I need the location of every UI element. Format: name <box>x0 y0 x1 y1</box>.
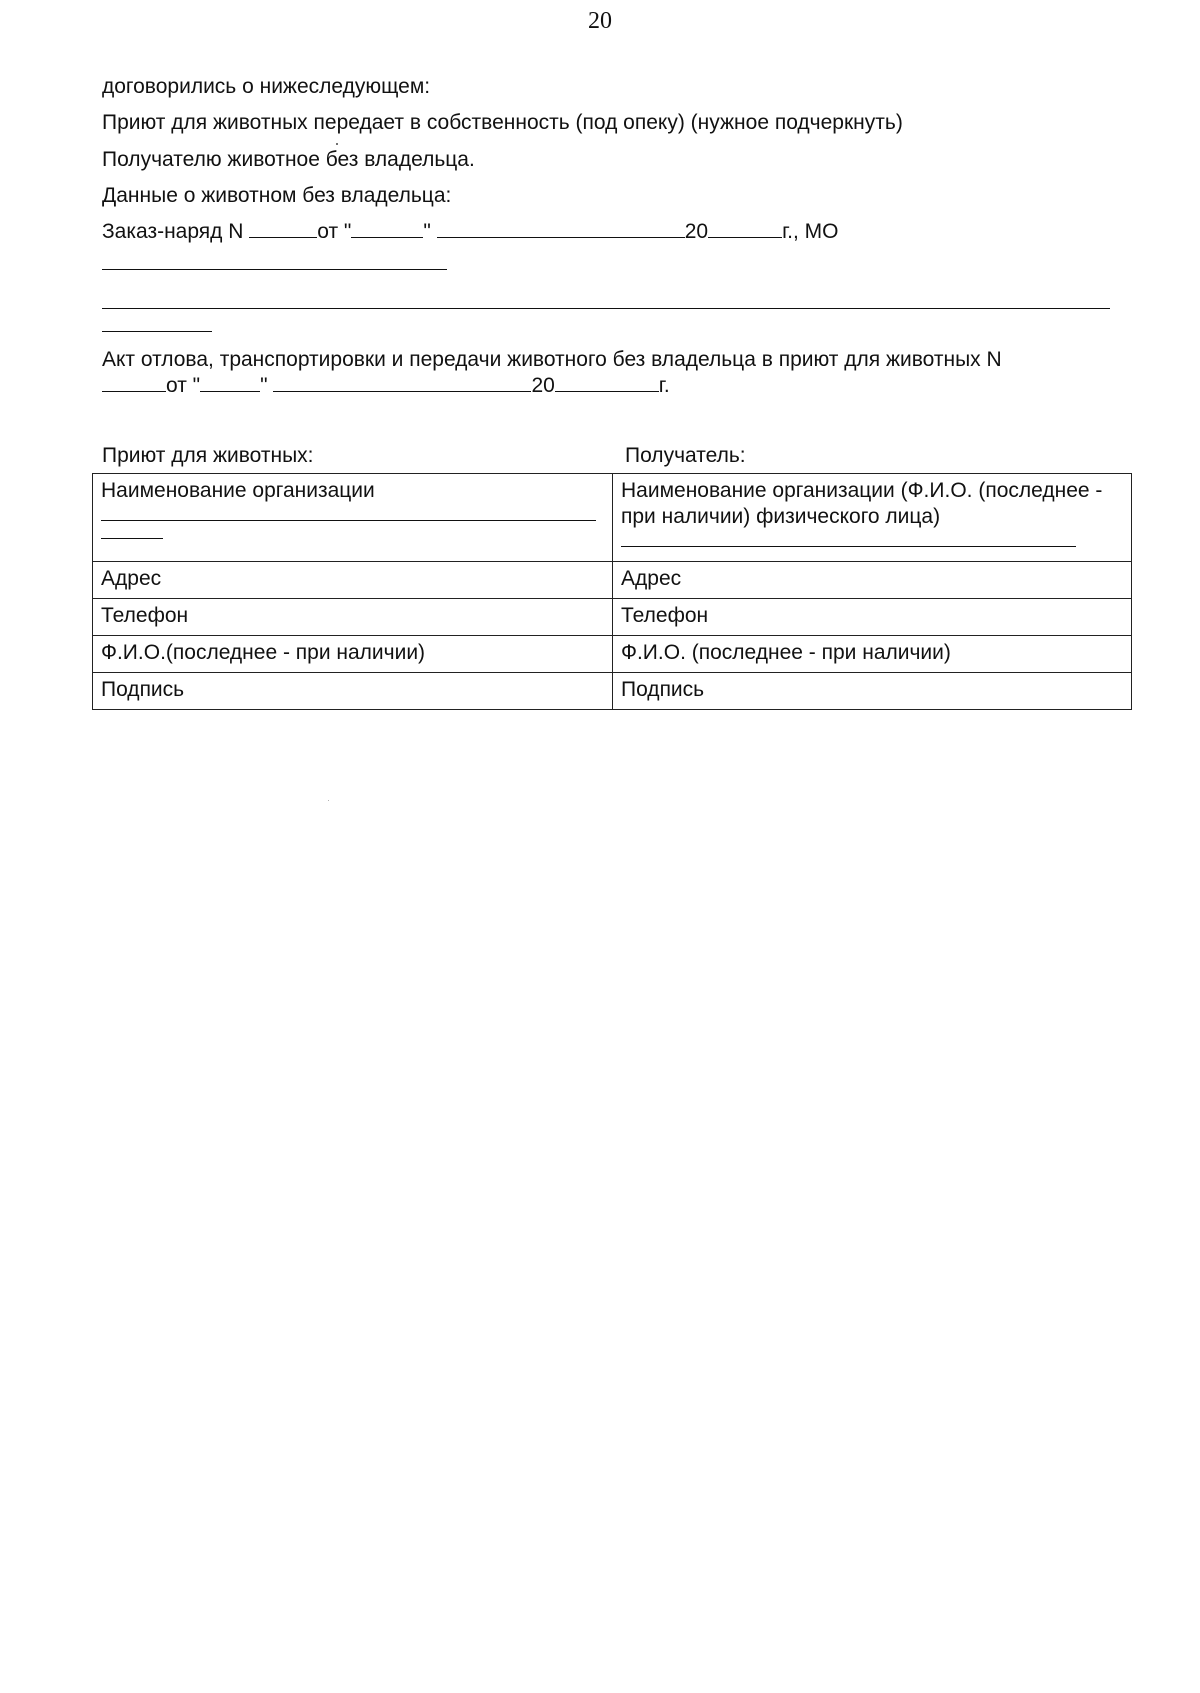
shelter-phone-cell[interactable] <box>93 599 613 636</box>
recipient-phone-cell[interactable] <box>613 599 1132 636</box>
recipient-name-label: Ф.И.О. (последнее - при наличии) <box>621 641 951 664</box>
recipient-name-cell[interactable] <box>613 636 1132 673</box>
transfer-text: Приют для животных передает в собственность (под опеку) (нужное подчеркнуть) <box>102 111 903 134</box>
recipient-org-cell[interactable] <box>613 474 1132 562</box>
recipient-phone-label: Телефон <box>621 604 709 627</box>
intro-text: договорились о нижеследующем: <box>102 75 431 98</box>
recipient-text: Получателю животное без владельца. <box>102 148 475 171</box>
animal-data-label: Данные о животном без владельца: <box>102 184 452 207</box>
act-year-prefix: 20 <box>531 374 555 397</box>
order-number-field[interactable] <box>249 219 317 238</box>
act-year-field[interactable] <box>555 373 659 392</box>
shelter-phone-label: Телефон <box>101 604 189 627</box>
scan-speck <box>328 800 329 801</box>
order-quote-close: " <box>423 220 431 243</box>
shelter-name-label: Ф.И.О.(последнее - при наличии) <box>101 641 426 664</box>
recipient-org-label: Наименование организации (Ф.И.О. (последнее - при наличии) физического лица) <box>621 479 1103 528</box>
table-row <box>93 474 1132 562</box>
shelter-address-label: Адрес <box>101 567 162 590</box>
shelter-address-cell[interactable] <box>93 562 613 599</box>
order-year-field[interactable] <box>708 219 782 238</box>
act-quote-close: " <box>260 374 268 397</box>
act-day-field[interactable] <box>200 373 260 392</box>
scan-speck <box>336 143 338 145</box>
shelter-column-heading: Приют для животных: <box>102 444 314 467</box>
order-line <box>102 219 839 245</box>
act-from-label: от " <box>166 374 201 397</box>
animal-data-line[interactable] <box>102 308 1110 309</box>
page-number: 20 <box>588 8 612 34</box>
shelter-name-cell[interactable] <box>93 636 613 673</box>
order-continuation-line[interactable] <box>102 269 447 270</box>
recipient-org-line[interactable] <box>621 532 1076 547</box>
order-from-label: от " <box>317 220 352 243</box>
shelter-org-cell[interactable] <box>93 474 613 562</box>
shelter-org-label: Наименование организации <box>101 479 375 502</box>
recipient-address-cell[interactable] <box>613 562 1132 599</box>
order-day-field[interactable] <box>351 219 423 238</box>
shelter-org-line[interactable] <box>101 506 596 521</box>
order-year-prefix: 20 <box>684 220 709 243</box>
table-row <box>93 673 1132 710</box>
table-row <box>93 636 1132 673</box>
table-row <box>93 562 1132 599</box>
order-suffix: г., МО <box>782 220 839 243</box>
act-number-field[interactable] <box>102 373 166 392</box>
act-text: Акт отлова, транспортировки и передачи животного без владельца в приют для животных N <box>102 348 1002 371</box>
parties-table <box>92 473 1132 710</box>
table-row <box>93 599 1132 636</box>
act-month-field[interactable] <box>273 373 531 392</box>
order-prefix: Заказ-наряд N <box>102 220 244 243</box>
order-month-field[interactable] <box>437 219 685 238</box>
shelter-signature-label: Подпись <box>101 678 185 701</box>
act-date-line <box>102 373 670 399</box>
recipient-column-heading: Получатель: <box>625 444 746 467</box>
shelter-signature-cell[interactable] <box>93 673 613 710</box>
recipient-address-label: Адрес <box>621 567 682 590</box>
recipient-signature-label: Подпись <box>621 678 705 701</box>
shelter-org-line-short[interactable] <box>101 524 163 539</box>
act-suffix: г. <box>658 374 670 397</box>
animal-data-line-short[interactable] <box>102 331 212 332</box>
recipient-signature-cell[interactable] <box>613 673 1132 710</box>
